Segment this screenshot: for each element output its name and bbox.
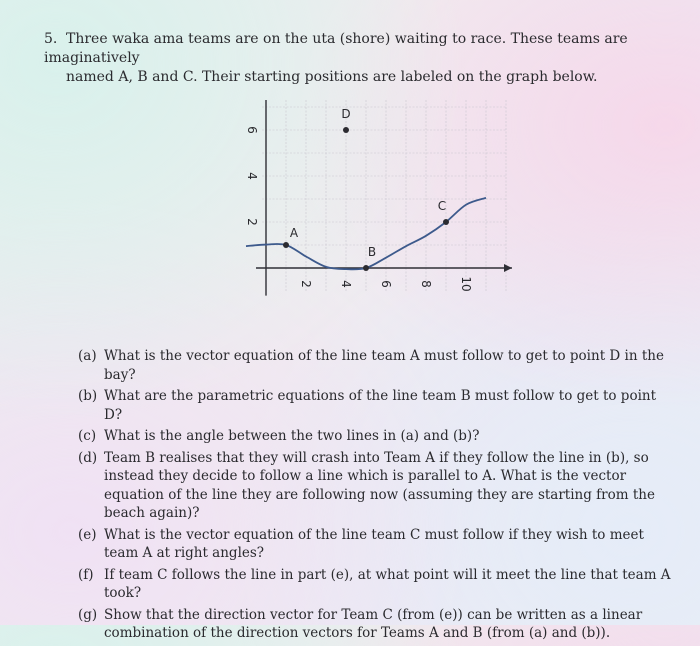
- part-label: (g): [78, 606, 98, 623]
- point-d: [343, 127, 349, 133]
- point-label-a: A: [289, 226, 299, 240]
- question-number: 5.: [44, 31, 58, 47]
- position-graph: [210, 100, 530, 315]
- question-text-line-2: named A, B and C. Their starting positions are labeled on the graph below.: [66, 69, 598, 85]
- part-label: (a): [78, 348, 97, 364]
- point-label-d: D: [341, 107, 351, 121]
- point-a: [283, 242, 289, 248]
- question-parts: [78, 347, 678, 646]
- y-tick-label: 2: [245, 218, 259, 226]
- point-c: [443, 219, 449, 225]
- part-text: What is the vector equation of the line team C must follow if they wish to meet team A at right angles?: [104, 526, 644, 561]
- question-part-c: [78, 427, 678, 446]
- part-text: Show that the direction vector for Team C (from (e)) can be written as a linear combination of the direction vectors for Teams A and B (from (a) and (b)).: [104, 606, 643, 641]
- question-part-g: [78, 606, 678, 643]
- part-text: What is the angle between the two lines in (a) and (b)?: [104, 428, 480, 444]
- question-part-e: [78, 526, 678, 563]
- x-tick-label: 2: [299, 280, 313, 288]
- question-part-a: [78, 347, 678, 384]
- question-line-1: [44, 30, 674, 68]
- part-label: (e): [78, 526, 97, 543]
- x-tick-label: 6: [379, 280, 393, 288]
- part-label: (f): [78, 566, 94, 583]
- question-part-f: [78, 566, 678, 603]
- part-label: (b): [78, 388, 98, 404]
- part-text: Team B realises that they will crash into Team A if they follow the line in (b), so instead they decide to follow a line which is parallel to A. What is the vector equation of the line they are following now (assuming they are starting from the beach again)?: [104, 449, 655, 521]
- x-tick-label: 10: [459, 276, 473, 292]
- question-text-line-1: Three waka ama teams are on the uta (shore) waiting to race. These teams are imaginatively: [44, 31, 628, 66]
- part-label: (c): [78, 428, 97, 444]
- x-axis-arrow-icon: [504, 264, 512, 272]
- part-text: What is the vector equation of the line team A must follow to get to point D in the bay?: [104, 348, 664, 383]
- point-b: [363, 265, 369, 271]
- part-text: What are the parametric equations of the line team B must follow to get to point D?: [104, 388, 657, 423]
- question-part-d: [78, 449, 678, 523]
- y-tick-label: 4: [245, 172, 259, 180]
- question-intro: [44, 30, 674, 87]
- point-label-b: B: [367, 245, 377, 259]
- part-label: (d): [78, 449, 98, 466]
- x-tick-label: 8: [419, 280, 433, 288]
- question-part-b: [78, 387, 678, 424]
- x-tick-label: 4: [339, 280, 353, 288]
- y-tick-label: 6: [245, 126, 259, 134]
- part-text: If team C follows the line in part (e), at what point will it meet the line that team A took?: [104, 566, 671, 601]
- point-label-c: C: [437, 199, 447, 213]
